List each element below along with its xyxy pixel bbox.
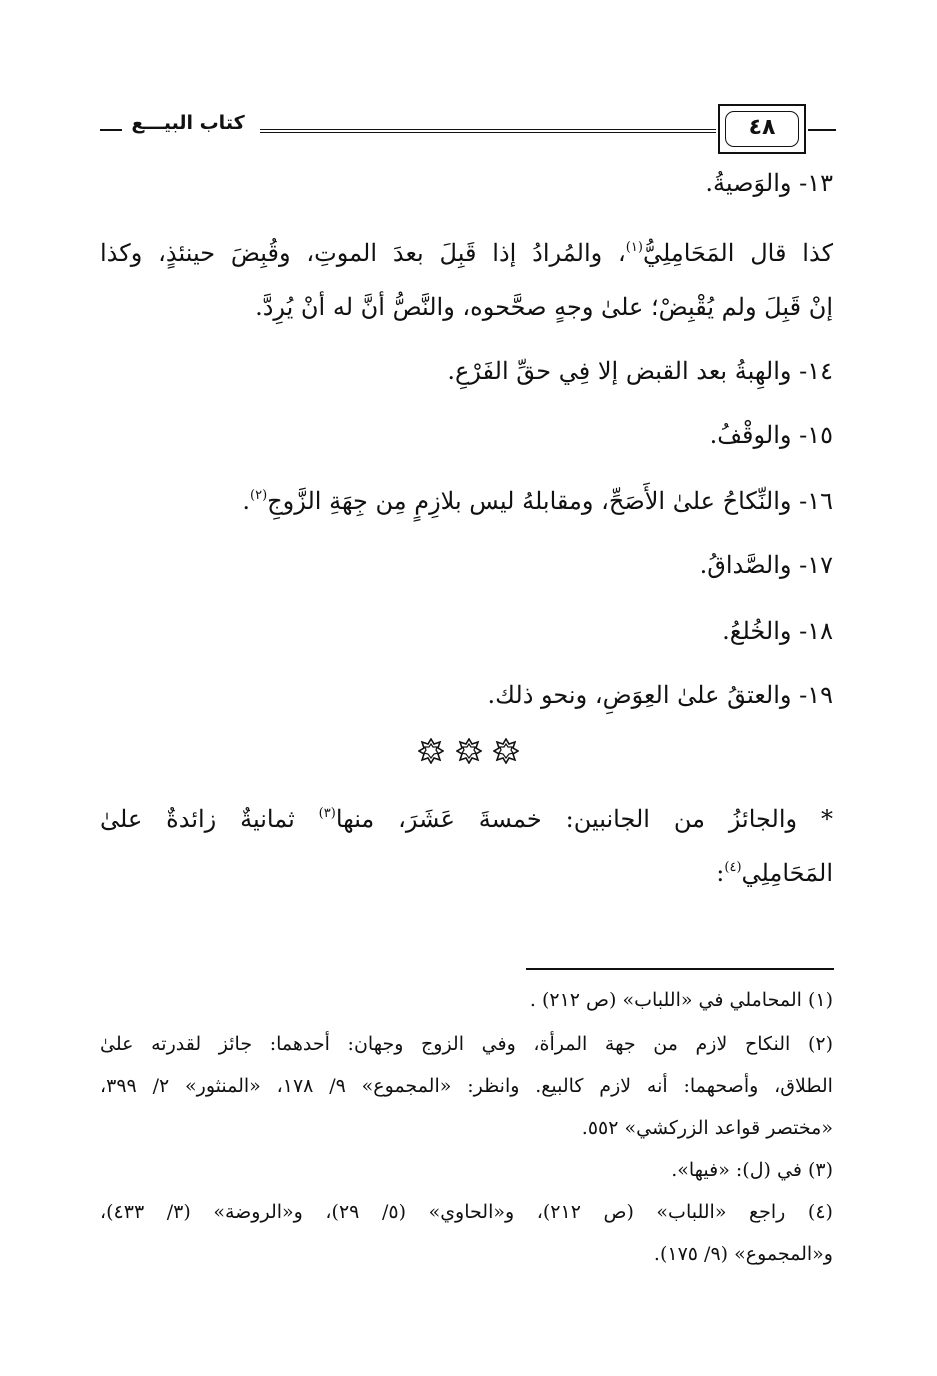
footnote-4-line-2: و«المجموع» (٩/ ١٧٥). xyxy=(653,1243,833,1265)
list-item-16-text: ١٦- والنِّكاحُ علىٰ الأَصَحِّ، ومقابلهُ ليس بلازِمٍ مِن جِهَةِ الزَّوجِ xyxy=(267,487,833,515)
footnote-ref-4: (٤) xyxy=(724,860,742,875)
paragraph-2-text-a: * والجائزُ من الجانبين: خمسةَ عَشَرَ، منها xyxy=(335,805,833,833)
list-item-19: ١٩- والعتقُ علىٰ العِوَضِ، ونحو ذلك. xyxy=(487,681,833,709)
footnote-2-line-1: (٢) النكاح لازم من جهة المرأة، وفي الزوج وجهان: أحدهما: جائز لقدرته علىٰ xyxy=(100,1033,833,1055)
list-item-14: ١٤- والهِبةُ بعد القبض إلا فِي حقِّ الفَرْعِ. xyxy=(447,357,833,385)
list-item-16-end: . xyxy=(242,487,250,515)
ornament-star-icon xyxy=(493,738,519,764)
footnote-2-line-2: الطلاق، وأصحهما: أنه لازم كالبيع. وانظر: «المجموع» ٩/ ١٧٨، «المنثور» ٢/ ٣٩٩، xyxy=(100,1075,833,1097)
header-rule-right xyxy=(808,129,836,131)
running-header xyxy=(100,104,836,156)
list-item-18: ١٨- والخُلعُ. xyxy=(722,617,833,645)
header-rule-left xyxy=(100,129,122,131)
footnote-ref-2: (٢) xyxy=(250,488,268,503)
list-item-15: ١٥- والوقْفُ. xyxy=(709,421,833,449)
book-title: كتاب البيـــع xyxy=(131,112,245,134)
list-item-17: ١٧- والصَّداقُ. xyxy=(699,551,833,579)
paragraph-1-text-b: ، والمُرادُ إذا قَبِلَ بعدَ الموتِ، وقُبِضَ حينئذٍ، وكذا xyxy=(100,239,626,267)
page-number: ٤٨ xyxy=(748,115,776,140)
footnote-1: (١) المحاملي في «اللباب» (ص ٢١٢) . xyxy=(529,989,833,1011)
footnote-4-line-1: (٤) راجع «اللباب» (ص ٢١٢)، و«الحاوي» (٥/ ٢٩)، و«الروضة» (٣/ ٤٣٣)، xyxy=(100,1201,833,1223)
page-number-frame xyxy=(718,104,806,154)
section-separator xyxy=(0,738,937,764)
ornament-star-icon xyxy=(456,738,482,764)
list-item-13: ١٣- والوَصيةُ. xyxy=(705,169,833,197)
footnote-2-line-3: «مختصر قواعد الزركشي» ٥٥٢. xyxy=(581,1117,833,1139)
paragraph-1-line-1 xyxy=(100,236,833,270)
footnote-ref-1: (١) xyxy=(625,240,643,255)
ornament-star-icon xyxy=(418,738,444,764)
header-rule-middle-inner xyxy=(260,132,716,133)
footnote-ref-3: (٣) xyxy=(318,806,336,821)
list-item-16 xyxy=(242,484,833,518)
paragraph-2-text-b: ثمانيةٌ زائدةٌ علىٰ xyxy=(100,805,319,833)
paragraph-2-line-1 xyxy=(100,802,833,836)
paragraph-1-line-2: إنْ قَبِلَ ولم يُقْبِضْ؛ علىٰ وجهٍ صحَّحوه، والنَّصُّ أنَّ له أنْ يُرِدَّ. xyxy=(255,293,833,321)
paragraph-2-line-2 xyxy=(716,856,833,890)
footnote-3: (٣) في (ل): «فيها». xyxy=(671,1159,833,1181)
header-rule-middle xyxy=(260,129,716,130)
paragraph-2-text-d: : xyxy=(716,859,725,887)
footnote-separator xyxy=(526,968,834,970)
paragraph-2-text-c: المَحَامِلِي xyxy=(741,859,833,887)
paragraph-1-text-a: كذا قال المَحَامِلِيُّ xyxy=(642,239,834,267)
